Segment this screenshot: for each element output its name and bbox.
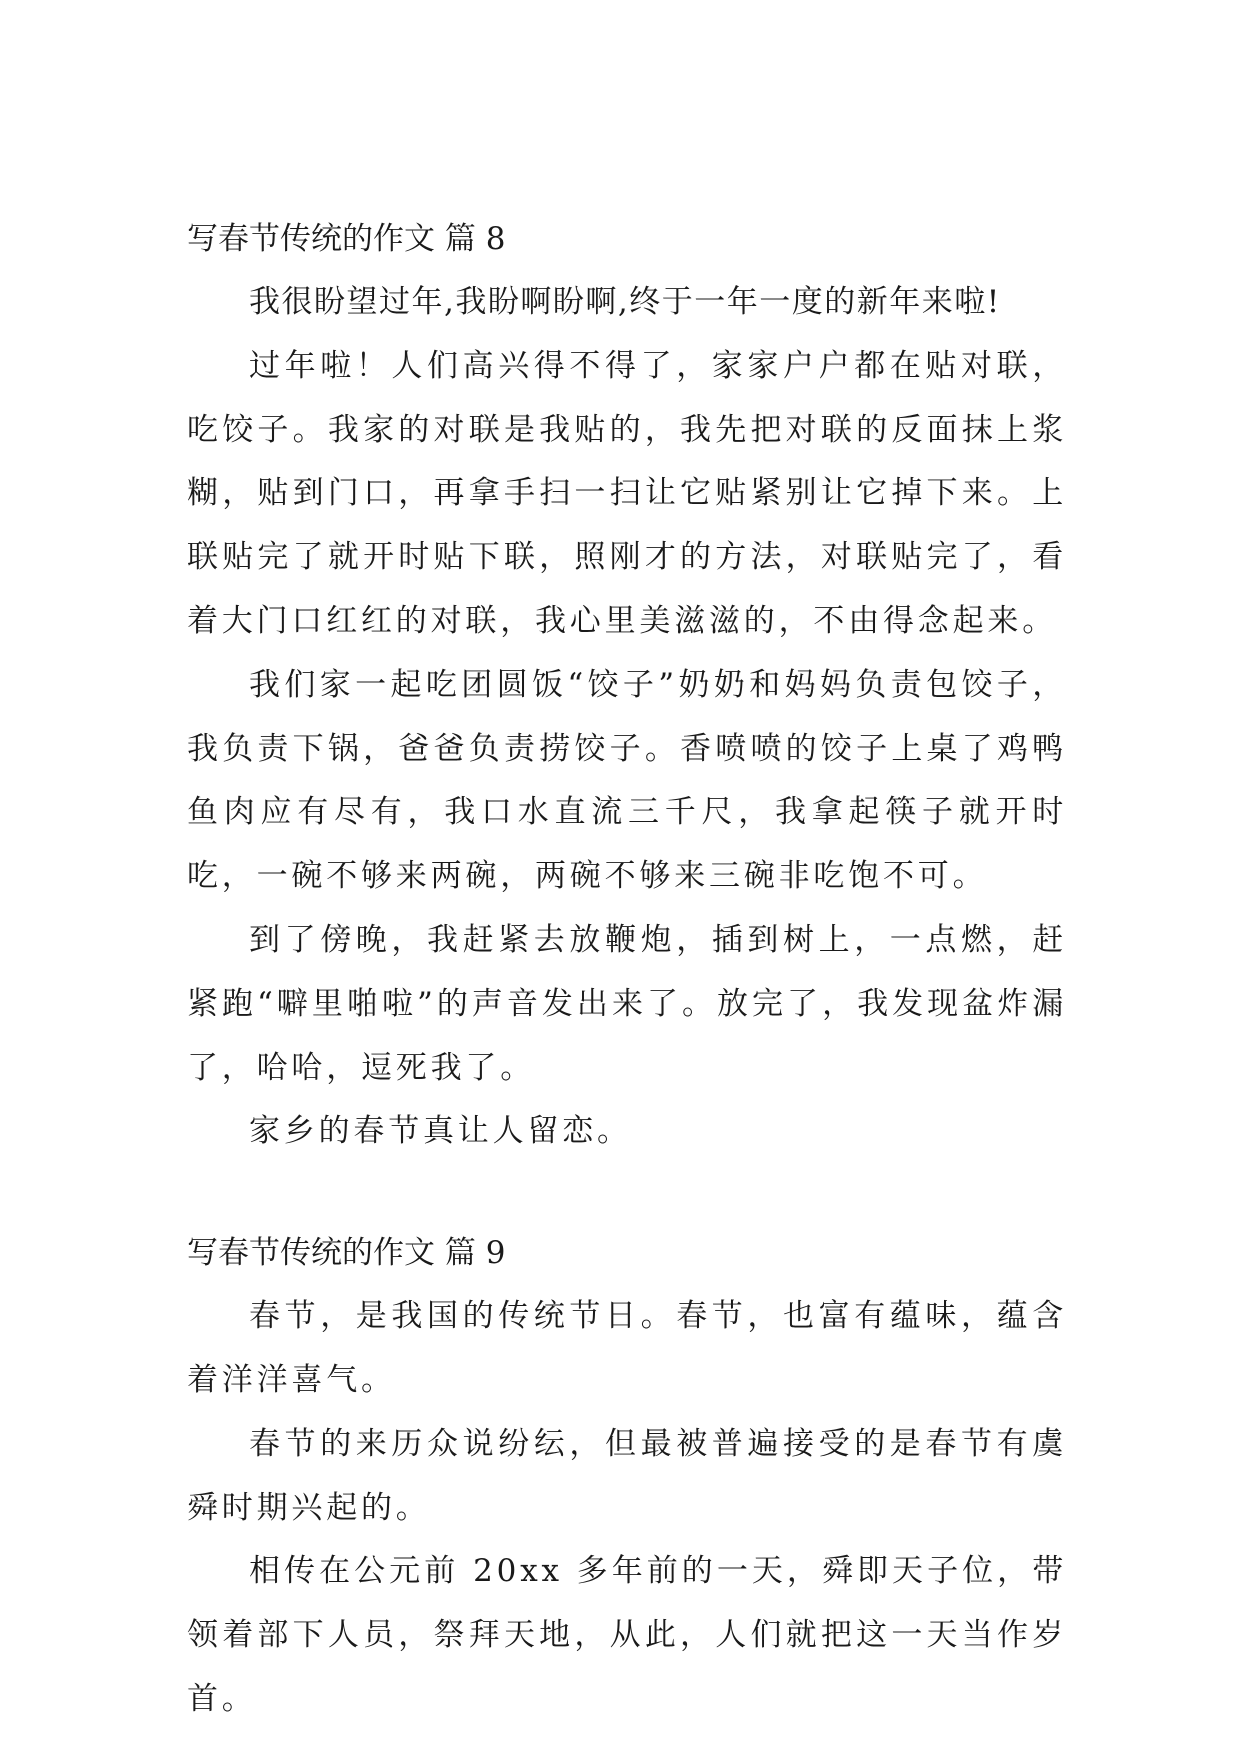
paragraph: 相传在公元前 20xx 多年前的一天，舜即天子位，带领着部下人员，祭拜天地，从此，人们就把这一天当作岁首。: [187, 1553, 1067, 1717]
paragraph: 到了傍晚，我赶紧去放鞭炮，插到树上，一点燃，赶紧跑“噼里啪啦”的声音发出来了。放完了，我发现盆炸漏了，哈哈，逗死我了。: [187, 921, 1067, 1086]
essay-section-9: [187, 1232, 1067, 1732]
section-title: 写春节传统的作文 篇 9: [187, 1235, 506, 1272]
document-body: [187, 218, 1067, 1732]
section-title: 写春节传统的作文 篇 8: [187, 221, 506, 257]
paragraph: 家乡的春节真让人留恋。: [249, 1113, 632, 1150]
paragraph: 我很盼望过年,我盼啊盼啊,终于一年一度的新年来啦!: [249, 284, 1001, 320]
paragraph: 春节的来历众说纷纭，但最被普遍接受的是春节有虞舜时期兴起的。: [187, 1425, 1067, 1526]
paragraph: 我们家一起吃团圆饭“饺子”奶奶和妈妈负责包饺子，我负责下锅，爸爸负责捞饺子。香喷喷的饺子上桌了鸡鸭鱼肉应有尽有，我口水直流三千尺，我拿起筷子就开时吃，一碗不够来两碗，两碗不够来三碗非吃饱不可。: [187, 666, 1067, 895]
paragraph: 春节，是我国的传统节日。春节，也富有蕴味，蕴含着洋洋喜气。: [187, 1298, 1067, 1398]
essay-section-8: [187, 218, 1067, 1164]
paragraph: 过年啦！人们高兴得不得了，家家户户都在贴对联，吃饺子。我家的对联是我贴的，我先把对联的反面抹上浆糊，贴到门口，再拿手扫一扫让它贴紧别让它掉下来。上联贴完了就开时贴下联，照刚才的方法，对联贴完了，看着大门口红红的对联，我心里美滋滋的，不由得念起来。: [187, 347, 1067, 639]
